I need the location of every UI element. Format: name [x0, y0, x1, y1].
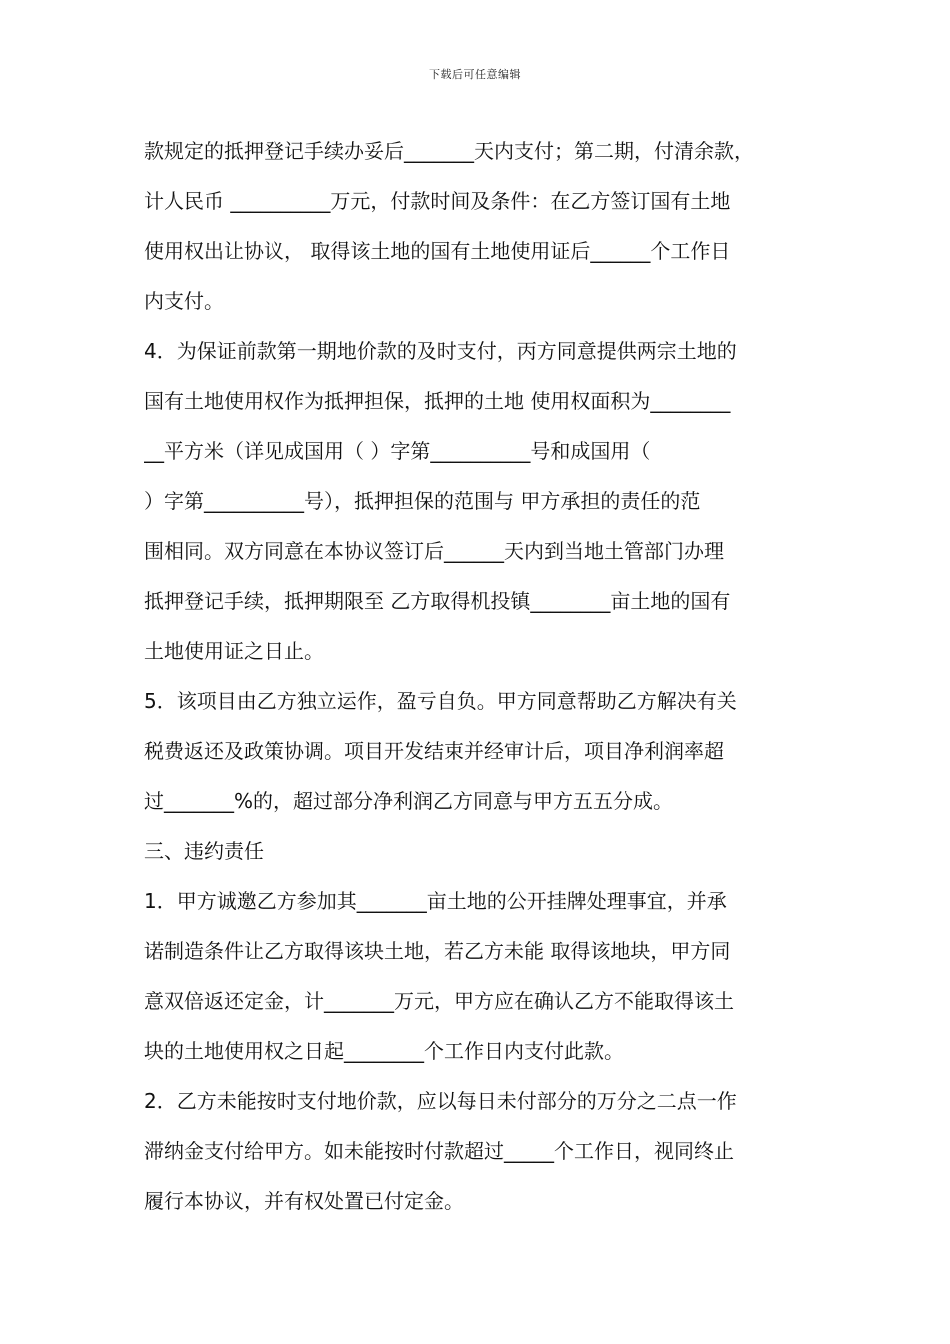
text-line: 意双倍返还定金，计_______万元，甲方应在确认乙方不能取得该土 — [144, 989, 734, 1013]
text-line: 内支付。 — [144, 289, 224, 313]
page-header: 下载后可任意编辑 — [429, 68, 521, 81]
text-line: 过_______%的，超过部分净利润乙方同意与甲方五五分成。 — [144, 789, 674, 813]
clause-5: 5．该项目由乙方独立运作，盈亏自负。甲方同意帮助乙方解决有关 — [144, 689, 737, 713]
clause-2: 2．乙方未能按时支付地价款，应以每日未付部分的万分之二点一作 — [144, 1089, 737, 1113]
text-line: 块的土地使用权之日起________个工作日内支付此款。 — [144, 1039, 624, 1063]
clause-4: 4．为保证前款第一期地价款的及时支付，丙方同意提供两宗土地的 — [144, 339, 737, 363]
text-line: 计人民币 __________万元，付款时间及条件：在乙方签订国有土地 — [144, 189, 731, 213]
text-line: 土地使用证之日止。 — [144, 639, 324, 663]
clause-1: 1．甲方诚邀乙方参加其_______亩土地的公开挂牌处理事宜，并承 — [144, 889, 727, 913]
section-heading: 三、违约责任 — [144, 839, 264, 863]
text-line: 围相同。双方同意在本协议签订后______天内到当地土管部门办理 — [144, 539, 724, 563]
text-line: ）字第__________号），抵押担保的范围与 甲方承担的责任的范 — [144, 489, 701, 513]
text-line: 履行本协议，并有权处置已付定金。 — [144, 1189, 464, 1213]
text-line: 款规定的抵押登记手续办妥后_______天内支付；第二期，付清余款， — [144, 139, 754, 163]
text-line: __平方米（详见成国用（ ）字第__________号和成国用（ — [144, 439, 651, 463]
document-body — [144, 126, 814, 1226]
text-line: 抵押登记手续，抵押期限至 乙方取得机投镇________亩土地的国有 — [144, 589, 731, 613]
text-line: 使用权出让协议， 取得该土地的国有土地使用证后______个工作日 — [144, 239, 731, 263]
text-line: 诺制造条件让乙方取得该块土地，若乙方未能 取得该地块，甲方同 — [144, 939, 731, 963]
text-line: 滞纳金支付给甲方。如未能按时付款超过_____个工作日，视同终止 — [144, 1139, 734, 1163]
text-line: 税费返还及政策协调。项目开发结束并经审计后，项目净利润率超 — [144, 739, 724, 763]
text-line: 国有土地使用权作为抵押担保，抵押的土地 使用权面积为________ — [144, 389, 731, 413]
